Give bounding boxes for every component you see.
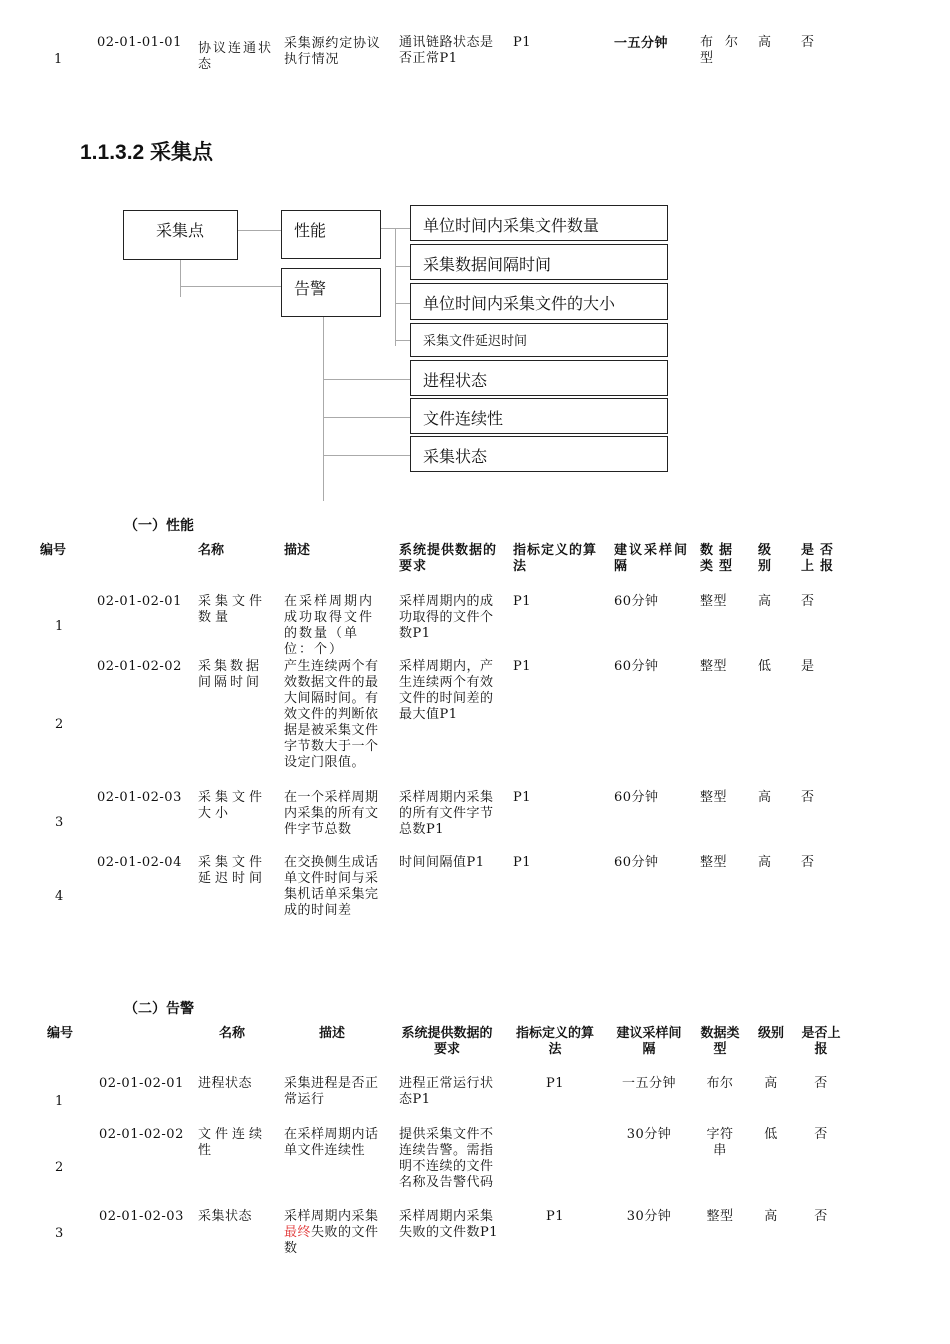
row-index: 2	[55, 1160, 64, 1175]
row-index: 1	[55, 619, 64, 634]
header-report: 是否上报	[801, 542, 840, 573]
row-index: 1	[55, 1094, 64, 1109]
row-interval: 60分钟	[614, 594, 659, 609]
row-level: 低	[758, 659, 772, 674]
row-algorithm: P1	[513, 659, 532, 674]
row-index: 1	[54, 52, 63, 67]
connector	[323, 379, 410, 380]
connector	[323, 417, 410, 418]
row-interval: 60分钟	[614, 659, 659, 674]
row-code: 02-01-02-03	[97, 790, 182, 805]
node-perf-item: 采集数据间隔时间	[410, 244, 668, 280]
row-dtype: 整型	[700, 790, 728, 805]
row-code: 02-01-02-01	[97, 594, 182, 609]
connector	[395, 303, 410, 304]
row-name: 采集数据间隔时间	[198, 659, 263, 690]
header-name: 名称	[218, 1025, 245, 1040]
header-index: 编号	[40, 542, 67, 557]
desc-highlight: 最终	[284, 1225, 312, 1240]
row-requirement: 采样周期内，产生连续两个有效文件的时间差的最大值P1	[399, 659, 494, 722]
row-algorithm: P1	[545, 1209, 565, 1224]
row-level: 高	[764, 1076, 778, 1091]
row-algorithm: P1	[513, 35, 532, 50]
connector	[180, 259, 181, 297]
row-report: 否	[801, 35, 815, 50]
row-name: 采集文件延迟时间	[198, 855, 267, 886]
row-dtype: 整型	[700, 659, 728, 674]
row-report: 否	[801, 594, 815, 609]
row-desc: 在采样周期内成功取得文件的数量（单位：个）	[284, 594, 375, 657]
row-requirement: 采样周期内采集失败的文件数P1	[399, 1209, 499, 1240]
row-name: 协议连通状态	[198, 40, 274, 71]
connector	[395, 266, 410, 267]
perf-section-title: （一）性能	[124, 517, 194, 533]
row-level: 高	[758, 790, 772, 805]
row-dtype: 字符串	[706, 1127, 734, 1158]
header-level: 级别	[757, 1025, 784, 1040]
row-code: 02-01-01-01	[97, 35, 182, 50]
row-index: 3	[55, 815, 64, 830]
row-level: 高	[758, 35, 772, 50]
node-alarm: 告警	[281, 268, 381, 317]
header-algorithm: 指标定义的算法	[515, 1025, 594, 1056]
row-level: 高	[764, 1209, 778, 1224]
node-alarm-item: 进程状态	[410, 360, 668, 396]
row-requirement: 采样周期内采集的所有文件字节总数P1	[399, 790, 494, 837]
row-desc: 在一个采样周期内采集的所有文件字节总数	[284, 790, 379, 837]
row-index: 3	[55, 1226, 64, 1241]
row-dtype: 整型	[700, 855, 728, 870]
alarm-section-title: （二）告警	[124, 1000, 194, 1016]
row-algorithm: P1	[513, 594, 532, 609]
row-name: 采集状态	[198, 1209, 253, 1224]
row-report: 是	[801, 659, 815, 674]
row-interval: 一五分钟	[614, 35, 669, 50]
header-dtype: 数据类型	[700, 542, 739, 573]
row-interval: 一五分钟	[621, 1076, 676, 1091]
row-code: 02-01-02-01	[99, 1076, 184, 1091]
row-dtype: 布尔	[706, 1076, 734, 1091]
row-index: 2	[55, 717, 64, 732]
header-requirement: 系统提供数据的要求	[401, 1025, 493, 1056]
row-report: 否	[814, 1209, 828, 1224]
node-perf-item: 采集文件延迟时间	[410, 323, 668, 357]
row-desc: 采集进程是否正常运行	[284, 1076, 379, 1107]
header-desc: 描述	[284, 542, 311, 557]
row-code: 02-01-02-03	[99, 1209, 184, 1224]
connector	[180, 286, 281, 287]
header-interval: 建议采样间隔	[616, 1025, 682, 1056]
row-level: 高	[758, 594, 772, 609]
header-interval: 建议采样间隔	[614, 542, 690, 573]
row-report: 否	[814, 1127, 828, 1142]
header-report: 是否上报	[801, 1025, 841, 1056]
row-desc: 采集源约定协议执行情况	[284, 35, 381, 66]
row-requirement: 时间间隔值P1	[399, 855, 485, 870]
node-perf-item: 单位时间内采集文件的大小	[410, 283, 668, 320]
node-alarm-item: 采集状态	[410, 436, 668, 472]
desc-text: 采样周期内采集	[284, 1209, 379, 1224]
header-dtype: 数据类型	[700, 1025, 740, 1056]
row-code: 02-01-02-02	[99, 1127, 184, 1142]
row-desc	[284, 1209, 384, 1257]
row-code: 02-01-02-04	[97, 855, 182, 870]
connector	[238, 230, 281, 231]
row-level: 高	[758, 855, 772, 870]
header-index: 编号	[46, 1025, 73, 1040]
row-name: 文件连续性	[198, 1127, 267, 1158]
row-dtype: 整型	[706, 1209, 734, 1224]
row-report: 否	[814, 1076, 828, 1091]
row-interval: 30分钟	[626, 1127, 672, 1142]
row-code: 02-01-02-02	[97, 659, 182, 674]
row-index: 4	[55, 889, 64, 904]
node-performance: 性能	[281, 210, 381, 259]
header-algorithm: 指标定义的算法	[513, 542, 598, 573]
row-desc: 产生连续两个有效数据文件的最大间隔时间。有效文件的判断依据是被采集文件字节数大于一个设定门限值。	[284, 659, 379, 770]
node-alarm-item: 文件连续性	[410, 398, 668, 434]
connector	[323, 455, 410, 456]
section-title: 1.1.3.2 采集点	[80, 141, 214, 164]
row-report: 否	[801, 855, 815, 870]
connector	[323, 317, 324, 501]
desc-text: 失败的文件数	[284, 1225, 379, 1256]
connector	[395, 228, 396, 346]
row-desc: 在交换侧生成话单文件时间与采集机话单采集完成的时间差	[284, 855, 379, 918]
header-requirement: 系统提供数据的要求	[399, 542, 498, 573]
row-report: 否	[801, 790, 815, 805]
header-level: 级别	[758, 542, 772, 573]
row-dtype: 布尔型	[700, 35, 751, 66]
connector	[395, 340, 410, 341]
row-dtype: 整型	[700, 594, 728, 609]
row-requirement: 提供采集文件不连续告警。需指明不连续的文件名称及告警代码	[399, 1127, 494, 1190]
row-algorithm: P1	[545, 1076, 565, 1091]
row-algorithm: P1	[513, 855, 532, 870]
row-interval: 60分钟	[614, 855, 659, 870]
header-desc: 描述	[318, 1025, 345, 1040]
row-algorithm: P1	[513, 790, 532, 805]
row-level: 低	[764, 1127, 778, 1142]
row-desc: 在采样周期内话单文件连续性	[284, 1127, 379, 1158]
node-perf-item: 单位时间内采集文件数量	[410, 205, 668, 241]
header-name: 名称	[198, 542, 225, 557]
row-name: 采集文件数量	[198, 594, 267, 625]
row-requirement: 采样周期内的成功取得的文件个数P1	[399, 594, 494, 641]
row-interval: 60分钟	[614, 790, 659, 805]
node-root: 采集点	[123, 210, 238, 260]
row-interval: 30分钟	[626, 1209, 672, 1224]
row-requirement: 进程正常运行状态P1	[399, 1076, 494, 1107]
row-requirement: 通讯链路状态是否正常P1	[399, 35, 494, 66]
row-name: 进程状态	[198, 1076, 253, 1091]
row-name: 采集文件大小	[198, 790, 267, 821]
